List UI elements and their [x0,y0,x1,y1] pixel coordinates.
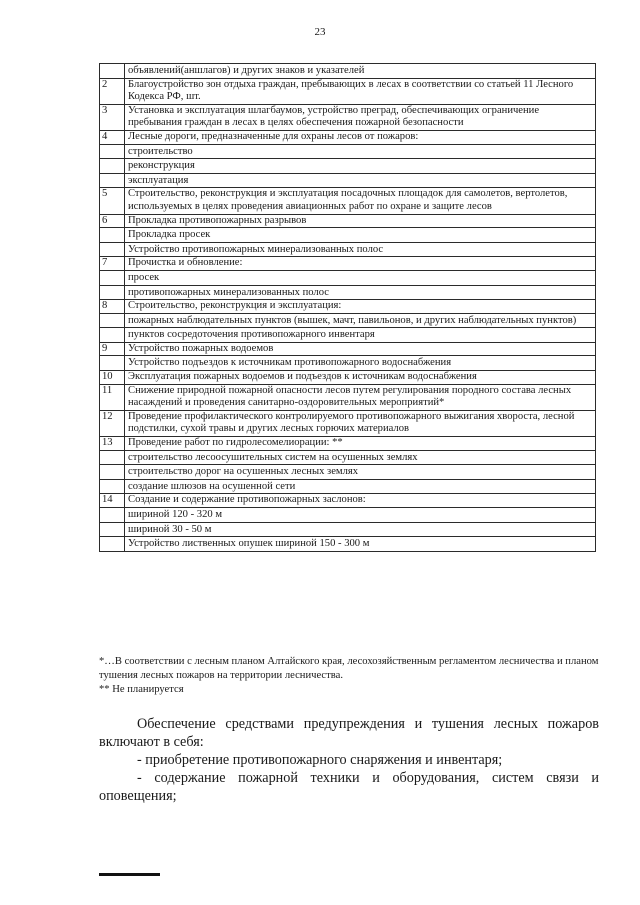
row-number: 8 [100,300,125,314]
row-number: 3 [100,104,125,130]
row-text: Прочистка и обновление: [125,257,596,271]
table-row [100,479,596,494]
body-text [99,715,599,805]
row-text: Прокладка противопожарных разрывов [125,214,596,228]
row-number [100,479,125,494]
row-number [100,242,125,257]
footer-rule [99,873,160,876]
row-text: Устройство противопожарных минерализованных полос [125,242,596,257]
row-text: Проведение работ по гидролесомелиорации: ** [125,437,596,451]
row-number: 6 [100,214,125,228]
row-number [100,537,125,552]
row-text: строительство [125,144,596,159]
row-number: 12 [100,410,125,436]
table-row [100,257,596,271]
table-row [100,228,596,243]
row-text: пунктов сосредоточения противопожарного инвентаря [125,328,596,343]
table-row [100,410,596,436]
row-number: 10 [100,371,125,385]
table-row [100,465,596,480]
table-row [100,342,596,356]
row-text: Устройство подъездов к источникам противопожарного водоснабжения [125,356,596,371]
table-row [100,437,596,451]
row-text: Создание и содержание противопожарных заслонов: [125,494,596,508]
table-row [100,78,596,104]
row-number [100,313,125,328]
row-text: Благоустройство зон отдыха граждан, пребывающих в лесах в соответствии со статьей 11 Лесного Кодекса РФ, шт. [125,78,596,104]
row-text: реконструкция [125,159,596,174]
row-number [100,450,125,465]
table-row [100,104,596,130]
row-number [100,328,125,343]
row-text: Строительство, реконструкция и эксплуатация: [125,300,596,314]
paragraph-intro: Обеспечение средствами предупреждения и тушения лесных пожаров включают в себя: [99,716,599,750]
row-number [100,522,125,537]
row-text: Установка и эксплуатация шлагбаумов, устройство преград, обеспечивающих ограничение пребывания граждан в лесах в целях обеспечения пожарной безопасности [125,104,596,130]
row-number [100,270,125,285]
footnote-forest-plan: *…В соответствии с лесным планом Алтайского края, лесохозяйственным регламентом лесничества и планом тушения лесных пожаров на территории лесничества. [99,656,599,681]
row-number [100,356,125,371]
row-text: Проведение профилактического контролируемого противопожарного выжигания хвороста, лесной подстилки, сухой травы и других лесных горючих материалов [125,410,596,436]
row-number [100,285,125,300]
row-text: Прокладка просек [125,228,596,243]
table-row [100,537,596,552]
table-row [100,371,596,385]
row-text: Устройство пожарных водоемов [125,342,596,356]
row-text: шириной 120 - 320 м [125,508,596,523]
table-row [100,300,596,314]
table-row [100,450,596,465]
paragraph-maintenance: - содержание пожарной техники и оборудования, систем связи и оповещения; [99,770,599,804]
table-row [100,159,596,174]
row-text: создание шлюзов на осушенной сети [125,479,596,494]
row-number [100,508,125,523]
table-row [100,270,596,285]
paragraph-equipment: - приобретение противопожарного снаряжения и инвентаря; [137,752,503,768]
row-text: Снижение природной пожарной опасности лесов путем регулирования породного состава лесных насаждений и проведения санитарно-оздоровительных мероприятий* [125,384,596,410]
row-number [100,144,125,159]
table-row [100,384,596,410]
table-row [100,328,596,343]
row-number: 14 [100,494,125,508]
table-row [100,522,596,537]
row-text: шириной 30 - 50 м [125,522,596,537]
table-row [100,173,596,188]
row-number [100,159,125,174]
row-number: 9 [100,342,125,356]
row-number: 7 [100,257,125,271]
row-text: пожарных наблюдательных пунктов (вышек, мачт, павильонов, и других наблюдательных пунктов) [125,313,596,328]
table-row [100,494,596,508]
footnotes [99,655,599,697]
row-text: Эксплуатация пожарных водоемов и подъездов к источникам водоснабжения [125,371,596,385]
row-number: 5 [100,188,125,214]
fire-prevention-measures-table [99,63,596,552]
table-row [100,285,596,300]
table-row [100,242,596,257]
row-number [100,173,125,188]
row-number [100,64,125,79]
row-text: Лесные дороги, предназначенные для охраны лесов от пожаров: [125,130,596,144]
table-row [100,130,596,144]
table-row [100,313,596,328]
table-row [100,188,596,214]
row-number: 4 [100,130,125,144]
row-number [100,465,125,480]
page-number: 23 [314,26,326,38]
table-row [100,64,596,79]
row-text: Строительство, реконструкция и эксплуатация посадочных площадок для самолетов, вертолетов, используемых в целях проведения авиационных работ по охране и защите лесов [125,188,596,214]
row-text: просек [125,270,596,285]
table-row [100,356,596,371]
table-row [100,144,596,159]
table-row [100,508,596,523]
row-number: 11 [100,384,125,410]
table-body [100,64,596,552]
row-number [100,228,125,243]
row-number: 13 [100,437,125,451]
row-text: Устройство лиственных опушек шириной 150 - 300 м [125,537,596,552]
row-text: эксплуатация [125,173,596,188]
row-text: противопожарных минерализованных полос [125,285,596,300]
row-number: 2 [100,78,125,104]
row-text: строительство дорог на осушенных лесных землях [125,465,596,480]
row-text: строительство лесоосушительных систем на осушенных землях [125,450,596,465]
table-row [100,214,596,228]
footnote-not-planned: ** Не планируется [99,684,184,695]
row-text: объявлений(аншлагов) и других знаков и указателей [125,64,596,79]
